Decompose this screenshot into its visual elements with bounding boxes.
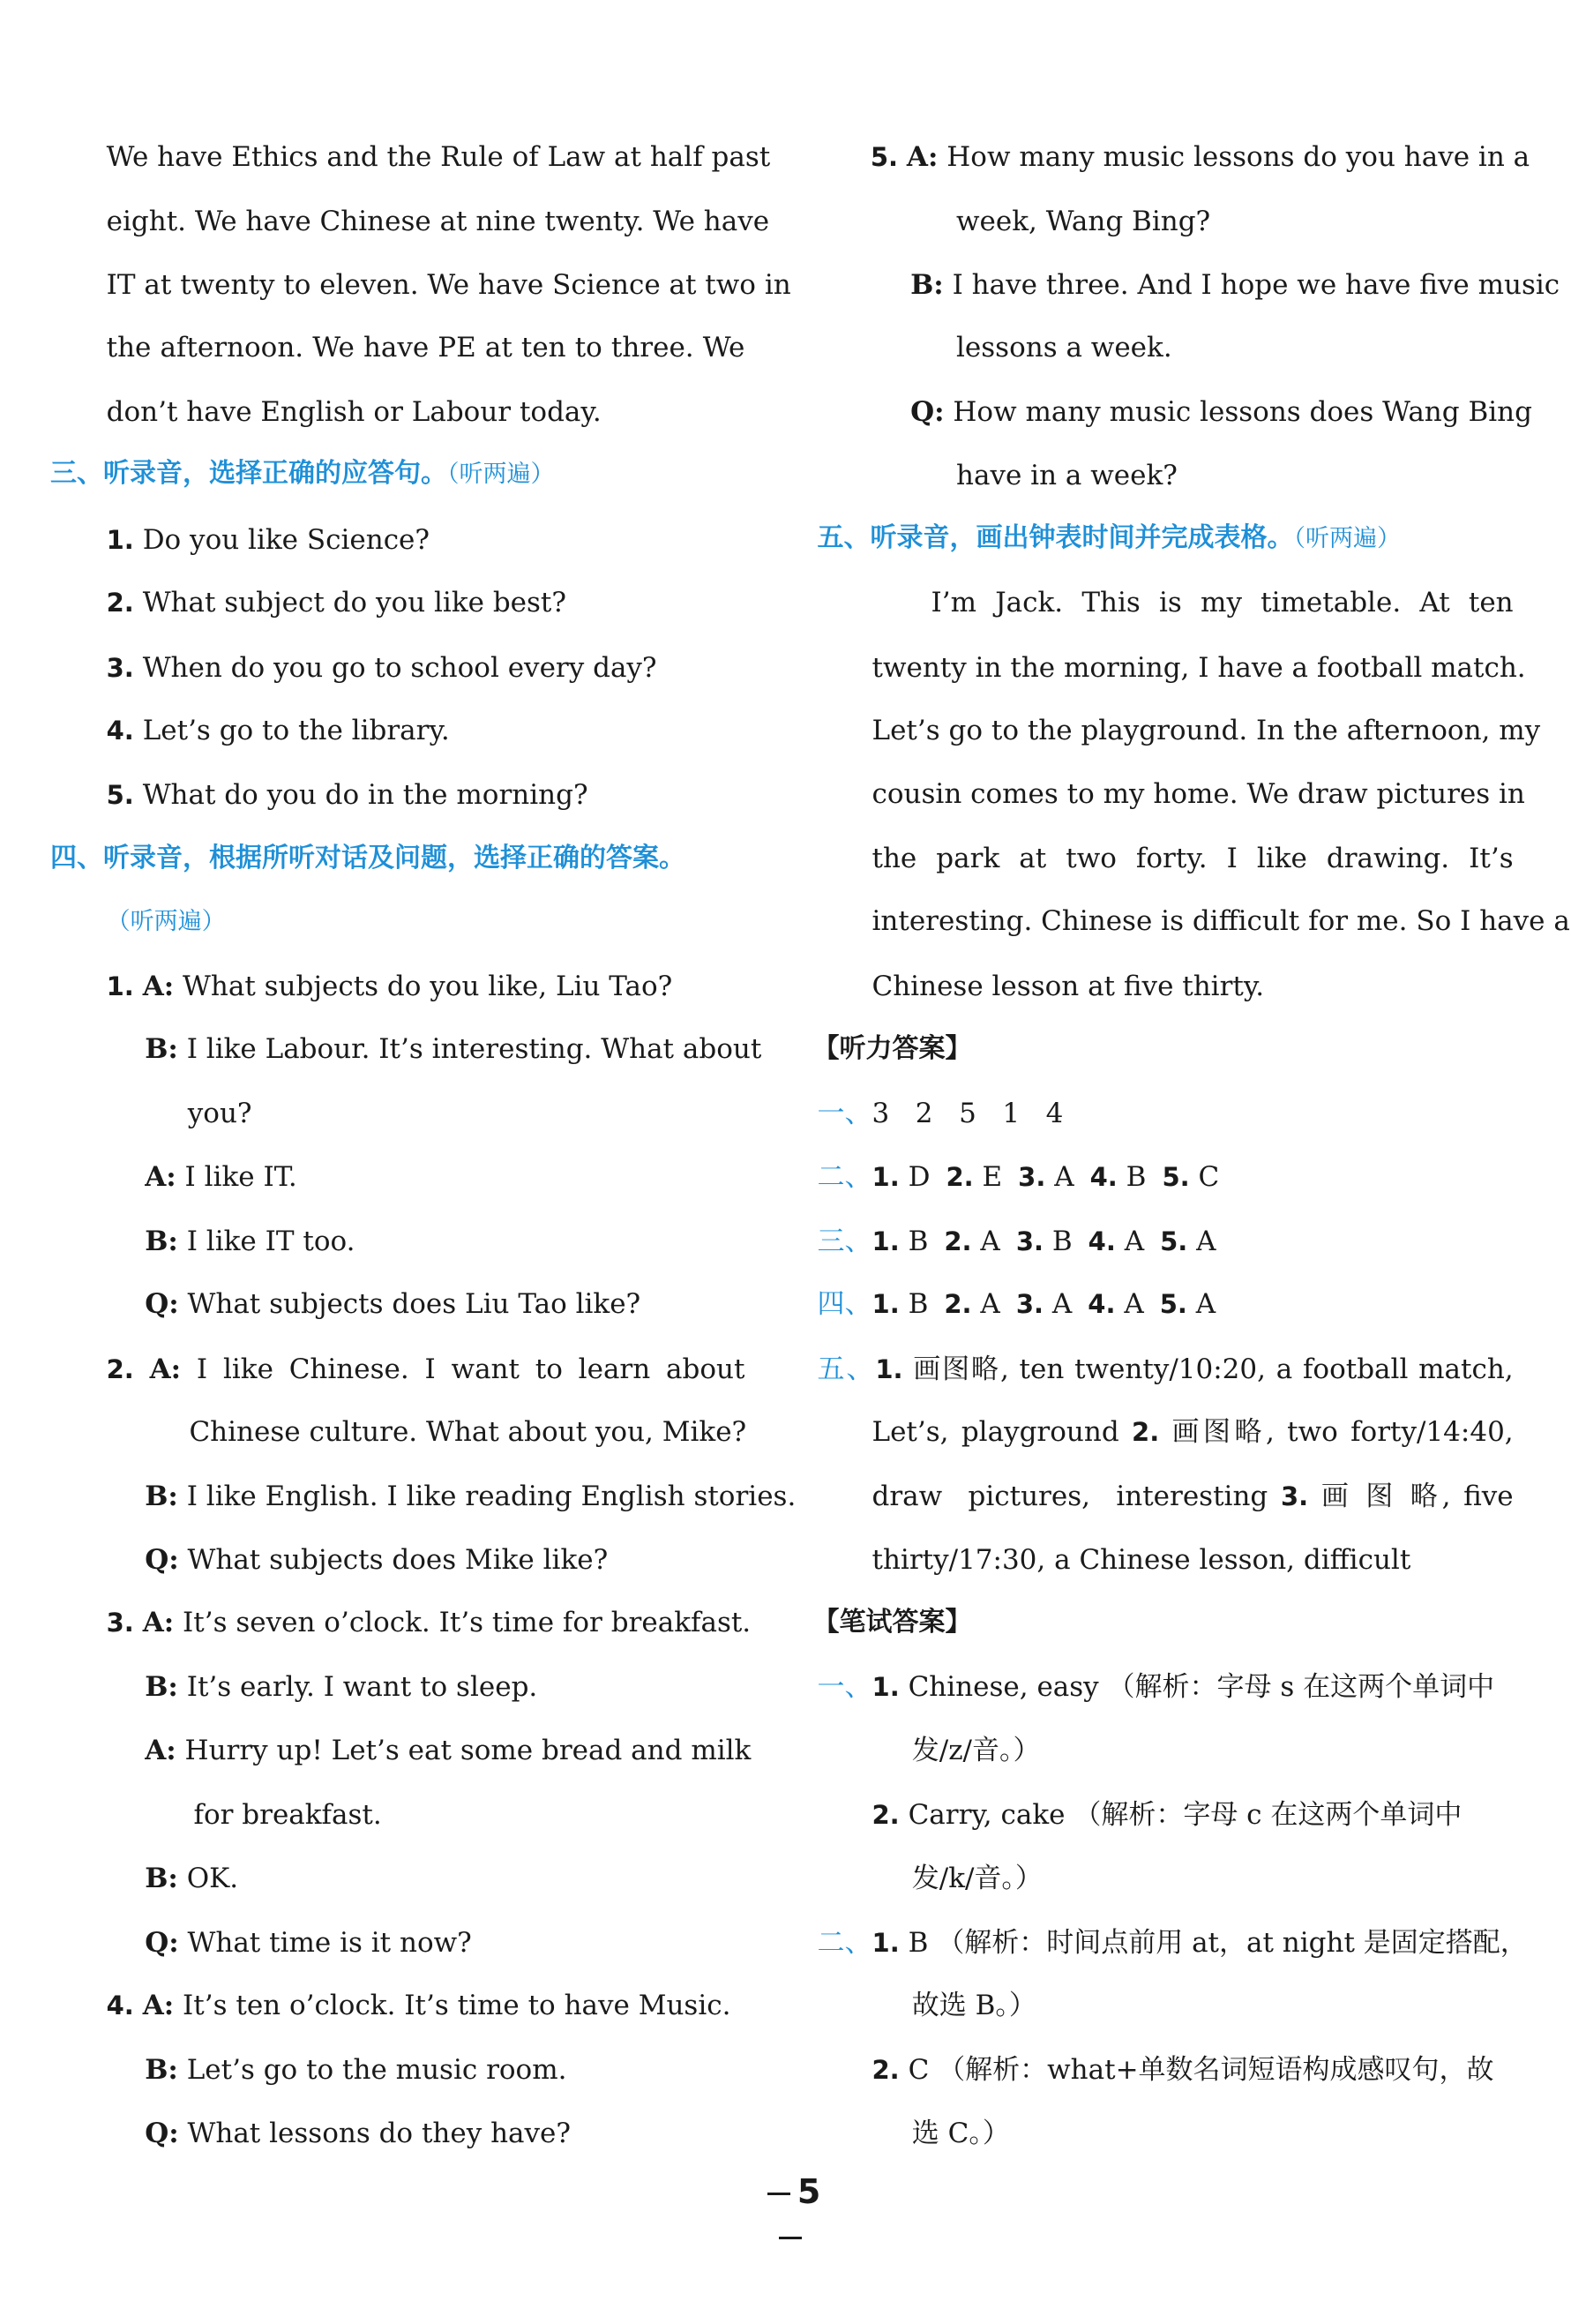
dialogue-line (145, 1479, 796, 1514)
dialogue-line: week, Wang Bing? (956, 206, 1211, 238)
answer-text: Chinese, easy （解析：字母 s 在这两个单词中 (908, 1671, 1495, 1704)
answer-label: 一、 (817, 1671, 872, 1704)
intro-line: eight. We have Chinese at nine twenty. We have (106, 206, 770, 238)
answer-text: 画图略, ten twenty/10:20, a football match, (913, 1353, 1514, 1385)
item-number: 1. (875, 1353, 903, 1384)
passage-line: Chinese lesson at five thirty. (872, 970, 1265, 1002)
dialogue-text: What subjects does Liu Tao like? (187, 1288, 641, 1321)
list-item (107, 777, 588, 813)
answer-value: D (908, 1160, 931, 1193)
speaker-tag: Q: (145, 1543, 179, 1576)
section-3-heading (50, 456, 555, 492)
item-number: 3. (1280, 1481, 1309, 1512)
list-item (107, 522, 430, 558)
dialogue-line: lessons a week. (956, 332, 1172, 364)
section-title: 五、听录音，画出钟表时间并完成表格。 (817, 522, 1294, 554)
dialogue-line (910, 394, 1532, 430)
dialogue-line (107, 1988, 731, 2023)
answer-row-1 (818, 1096, 1064, 1131)
answer-label: 一、 (817, 1098, 872, 1130)
answer-row-2 (818, 1159, 1220, 1195)
answer-value: A (1051, 1288, 1073, 1321)
answer-value: A (1054, 1160, 1074, 1193)
dash-right (779, 2237, 802, 2239)
dialogue-text: How many music lessons do you have in a (946, 140, 1530, 173)
written-answer (818, 1669, 1495, 1705)
item-number: 2. (106, 588, 134, 618)
dialogue-line: have in a week? (956, 459, 1178, 491)
dialogue-text: It’s early. I want to sleep. (186, 1671, 538, 1704)
section-note: （听两遍） (1293, 525, 1402, 553)
answer-label: 二、 (817, 1160, 872, 1193)
answer-value: B (908, 1288, 929, 1321)
dialogue-line (145, 2116, 571, 2151)
answer-row-4 (818, 1286, 1216, 1322)
list-item (107, 650, 657, 686)
written-answer (872, 1797, 1463, 1833)
dialogue-line: you? (187, 1098, 252, 1130)
dialogue-text: What subjects do you like, Liu Tao? (183, 970, 673, 1002)
section-note: （听两遍） (106, 908, 226, 936)
item-number: 5. (1160, 1226, 1188, 1256)
item-number: 2. (944, 1289, 972, 1320)
answer-row-5 (818, 1352, 1514, 1387)
item-text: When do you go to school every day? (142, 651, 657, 684)
answer-line: thirty/17:30, a Chinese lesson, difficult (872, 1543, 1411, 1576)
answer-label: 四、 (817, 1288, 872, 1321)
dialogue-text: It’s seven o’clock. It’s time for breakfast. (183, 1607, 752, 1639)
item-number: 3. (1015, 1226, 1044, 1256)
speaker-tag: A: (145, 1160, 176, 1193)
dialogue-text: What subjects does Mike like? (187, 1543, 609, 1576)
item-number: 4. (106, 1990, 134, 2021)
answer-text: draw pictures, interesting (872, 1481, 1268, 1513)
dialogue-line (870, 139, 1530, 175)
passage-line: Let’s go to the playground. In the afternoon, my (872, 715, 1541, 747)
dialogue-text: I like IT. (184, 1160, 297, 1193)
dialogue-line (107, 1605, 752, 1640)
dialogue-line (107, 969, 673, 1004)
speaker-tag: B: (145, 1481, 178, 1513)
answer-value: A (980, 1225, 1000, 1257)
answer-value: A (1124, 1225, 1145, 1257)
written-answer-cont: 发/z/音。） (911, 1734, 1041, 1766)
item-number: 2. (106, 1353, 134, 1384)
section-5-heading (818, 521, 1402, 557)
answer-value: A (980, 1288, 1000, 1321)
item-text: What subject do you like best? (142, 587, 567, 619)
speaker-tag: B: (910, 268, 944, 301)
item-number: 1. (872, 1226, 900, 1256)
item-number: 5. (1162, 1161, 1190, 1192)
intro-line: don’t have English or Labour today. (106, 396, 602, 429)
dialogue-line (145, 1733, 752, 1768)
answer-label: 五、 (817, 1353, 876, 1385)
section-4-note (107, 903, 226, 940)
answer-text: 画图略, two forty/14:40, (1171, 1416, 1514, 1448)
item-number: 2. (872, 2055, 900, 2086)
intro-line: We have Ethics and the Rule of Law at half past (106, 140, 771, 173)
item-number: 3. (1018, 1161, 1046, 1192)
page-number-value: 5 (797, 2172, 821, 2212)
answer-value: B (1126, 1160, 1147, 1193)
answer-text: Carry, cake （解析：字母 c 在这两个单词中 (908, 1799, 1463, 1832)
speaker-tag: A: (142, 1607, 175, 1639)
dialogue-text: What lessons do they have? (187, 2117, 572, 2149)
speaker-tag: A: (142, 970, 175, 1002)
intro-line: the afternoon. We have PE at ten to three. We (106, 332, 745, 364)
dialogue-line (145, 1031, 762, 1067)
list-item (107, 713, 450, 748)
item-number: 4. (1089, 1161, 1118, 1192)
dialogue-line (145, 1542, 608, 1578)
speaker-tag: A: (906, 140, 939, 173)
dialogue-line (145, 1925, 472, 1960)
speaker-tag: Q: (145, 1926, 179, 1959)
answer-value: A (1196, 1225, 1216, 1257)
answer-value: A (1195, 1288, 1216, 1321)
item-number: 5. (106, 780, 134, 811)
dialogue-text: I like Labour. It’s interesting. What about (186, 1033, 762, 1065)
section-note: （听两遍） (446, 461, 555, 489)
dialogue-text: I like English. I like reading English stories. (186, 1481, 797, 1513)
answer-row-3 (818, 1224, 1216, 1259)
item-number: 2. (944, 1226, 972, 1256)
dialogue-text: OK. (186, 1862, 239, 1894)
passage-line: twenty in the morning, I have a football match. (872, 651, 1526, 684)
item-number: 2. (946, 1161, 974, 1192)
item-text: What do you do in the morning? (142, 779, 588, 812)
answer-value: B (1051, 1225, 1073, 1257)
dialogue-text: What time is it now? (187, 1926, 472, 1959)
item-number: 3. (106, 652, 134, 683)
dialogue-line (145, 1669, 537, 1705)
dialogue-line (145, 1159, 297, 1195)
passage-line: the park at two forty. I like drawing. It’s (872, 842, 1514, 874)
answer-label: 二、 (817, 1926, 872, 1959)
item-number: 4. (106, 716, 134, 746)
dialogue-line (107, 1352, 745, 1387)
dash-left (767, 2193, 790, 2195)
item-number: 3. (1015, 1289, 1044, 1320)
item-number: 1. (106, 524, 134, 555)
speaker-tag: A: (149, 1353, 182, 1385)
written-answer (818, 1925, 1528, 1960)
speaker-tag: B: (145, 1225, 178, 1257)
page-number (746, 2170, 834, 2258)
dialogue-text: I have three. And I hope we have five music (952, 268, 1560, 301)
item-number: 1. (106, 971, 134, 1001)
answer-line (872, 1479, 1514, 1514)
speaker-tag: B: (145, 1033, 178, 1065)
intro-line: IT at twenty to eleven. We have Science at two in (106, 268, 791, 301)
item-text: Do you like Science? (142, 523, 430, 556)
speaker-tag: B: (145, 1671, 178, 1704)
passage-line: I’m Jack. This is my timetable. At ten (931, 587, 1514, 619)
item-number: 1. (872, 1927, 900, 1958)
speaker-tag: Q: (145, 2117, 179, 2149)
answer-value: C (1198, 1160, 1220, 1193)
item-number: 4. (1088, 1226, 1116, 1256)
speaker-tag: A: (142, 1990, 175, 2022)
item-number: 5. (870, 141, 899, 172)
dialogue-line: for breakfast. (193, 1799, 382, 1832)
dialogue-text: I like Chinese. I want to learn about (196, 1353, 745, 1385)
written-answer (872, 2052, 1494, 2088)
answer-line (872, 1414, 1514, 1450)
answer-text: 画 图 略, five (1320, 1481, 1514, 1513)
dialogue-text: I like IT too. (186, 1225, 355, 1257)
listening-answers-header: 【听力答案】 (812, 1033, 972, 1064)
dialogue-line (145, 1286, 640, 1322)
dialogue-line (145, 1224, 355, 1259)
speaker-tag: Q: (910, 396, 945, 429)
answer-value: B (908, 1225, 929, 1257)
dialogue-line: Chinese culture. What about you, Mike? (189, 1416, 747, 1448)
written-answer-cont: 发/k/音。） (911, 1862, 1043, 1894)
speaker-tag: Q: (145, 1288, 179, 1321)
section-title: 三、听录音，选择正确的应答句。 (49, 458, 447, 490)
speaker-tag: A: (145, 1734, 176, 1766)
item-number: 2. (1132, 1417, 1160, 1447)
item-number: 1. (872, 1161, 900, 1192)
written-answer-cont: 故选 B。） (911, 1990, 1036, 2022)
dialogue-text: Hurry up! Let’s eat some bread and milk (184, 1734, 752, 1766)
written-answers-header: 【笔试答案】 (812, 1607, 972, 1638)
passage-line: cousin comes to my home. We draw pictures in (872, 777, 1525, 810)
section-4-heading: 四、听录音，根据所听对话及问题，选择正确的答案。 (49, 842, 685, 873)
answer-text: 3 2 5 1 4 (872, 1098, 1064, 1130)
answer-value: A (1124, 1288, 1144, 1321)
item-number: 5. (1159, 1289, 1187, 1320)
dialogue-line (910, 267, 1560, 303)
dialogue-text: Let’s go to the music room. (186, 2054, 567, 2087)
item-text: Let’s go to the library. (142, 715, 450, 747)
written-answer-cont: 选 C。） (911, 2117, 1010, 2149)
item-number: 2. (872, 1800, 900, 1831)
list-item (107, 585, 566, 620)
item-number: 4. (1088, 1289, 1116, 1320)
dialogue-line (145, 1861, 238, 1896)
dialogue-text: It’s ten o’clock. It’s time to have Music. (183, 1990, 731, 2022)
item-number: 3. (106, 1608, 134, 1638)
passage-line: interesting. Chinese is difficult for me. So I have a (872, 905, 1570, 938)
speaker-tag: B: (145, 1862, 178, 1894)
speaker-tag: B: (145, 2054, 178, 2087)
answer-text: B （解析：时间点前用 at，at night 是固定搭配， (908, 1926, 1528, 1959)
answer-text: C （解析：what+单数名词短语构成感叹句，故 (908, 2054, 1494, 2087)
dialogue-text: How many music lessons does Wang Bing (953, 396, 1532, 429)
answer-value: E (982, 1160, 1003, 1193)
item-number: 1. (872, 1672, 900, 1703)
answer-label: 三、 (817, 1225, 872, 1257)
dialogue-line (145, 2052, 566, 2088)
item-number: 1. (872, 1289, 900, 1320)
answer-text: Let’s, playground (872, 1416, 1119, 1448)
